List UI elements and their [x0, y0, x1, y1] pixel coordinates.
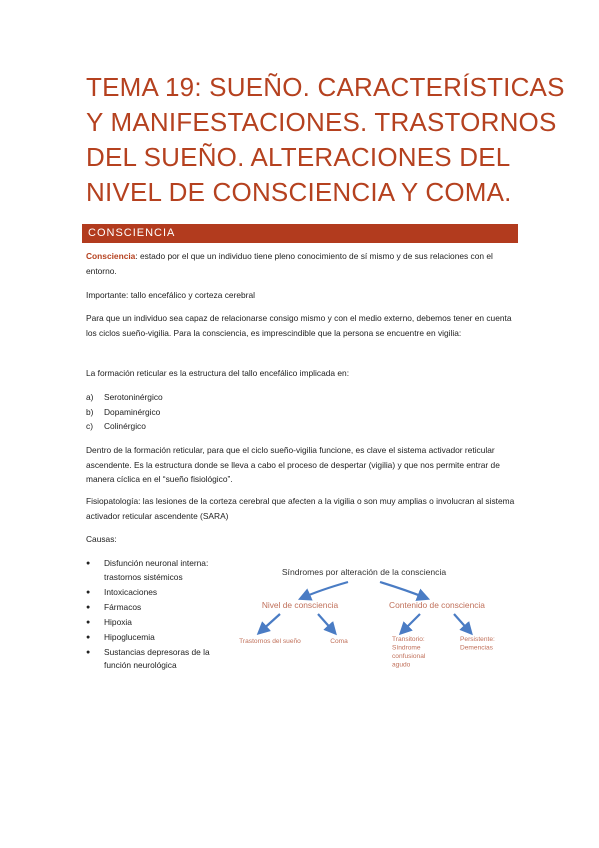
list-item	[86, 646, 226, 673]
title-line: NIVEL DE CONSCIENCIA Y COMA.	[86, 177, 512, 207]
definition-term: Consciencia	[86, 251, 136, 261]
document-title	[86, 70, 565, 210]
list-text: Disfunción neuronal interna: trastornos sistémicos	[104, 558, 209, 582]
list-item	[86, 631, 226, 645]
list-text: Dopaminérgico	[104, 406, 161, 417]
list-text: Hipoglucemia	[104, 631, 155, 642]
arrow-right-2	[454, 614, 470, 632]
diagram-root: Síndromes por alteración de la consciencia	[281, 567, 447, 577]
arrow-left-2	[318, 614, 334, 632]
list-text: Colinérgico	[104, 421, 146, 431]
list-item	[86, 557, 226, 584]
consciousness-diagram	[230, 562, 520, 692]
title-line: Y MANIFESTACIONES. TRASTORNOS	[86, 107, 557, 137]
list-text: Sustancias depresoras de la función neurológica	[104, 646, 210, 670]
diagram-right-node: Contenido de consciencia	[389, 600, 485, 610]
list-item	[86, 616, 226, 630]
formacion-paragraph: La formación reticular es la estructura del tallo encefálico implicada en:	[86, 368, 350, 378]
causas-label: Causas:	[86, 534, 117, 544]
bullet-icon: ●	[86, 618, 91, 626]
para-que-paragraph: Para que un individuo sea capaz de relacionarse consigo mismo y con el medio externo, debemos tener en cuenta los ciclos sueño-vigilia. Para la consciencia, es imprescindible que la persona se encuentre en vigilia:	[86, 313, 512, 338]
definition-text: : estado por el que un individuo tiene pleno conocimiento de sí mismo y de sus relaciones con el entorno.	[86, 251, 493, 276]
list-text: Intoxicaciones	[104, 586, 158, 597]
arrow-right-1	[402, 614, 420, 632]
list-item	[86, 601, 226, 615]
diagram-leaf: Persistente: Demencias	[460, 636, 495, 652]
title-line: DEL SUEÑO. ALTERACIONES DEL	[86, 142, 511, 172]
fisiopatologia-paragraph: Fisiopatología: las lesiones de la corteza cerebral que afecten a la vigilia o son muy amplias o involucran al sistema activador reticular ascendente (SARA)	[86, 496, 515, 521]
list-item	[86, 390, 163, 405]
arrow-left-1	[260, 614, 280, 632]
diagram-leaf: Transitorio: Síndrome confusional agudo	[392, 636, 426, 669]
bullet-icon: ●	[86, 560, 91, 567]
bullet-icon: ●	[86, 633, 91, 641]
list-item	[86, 419, 163, 434]
list-text: Serotoninérgico	[104, 392, 163, 402]
bullet-icon: ●	[86, 603, 91, 611]
section-heading-bar	[82, 224, 518, 243]
section-heading: CONSCIENCIA	[88, 227, 176, 239]
diagram-leaf: Coma	[330, 638, 348, 645]
bullet-icon: ●	[86, 588, 91, 596]
list-text: Fármacos	[104, 601, 142, 612]
diagram-left-node: Nivel de consciencia	[261, 600, 339, 610]
importante-paragraph: Importante: tallo encefálico y corteza cerebral	[86, 290, 255, 300]
title-line: TEMA 19: SUEÑO. CARACTERÍSTICAS	[86, 72, 565, 102]
arrow-root-right	[380, 582, 426, 598]
diagram-leaf: Trastornos del sueño	[239, 638, 301, 645]
causes-list	[86, 557, 226, 674]
bullet-icon: ●	[86, 648, 91, 656]
letter-list	[86, 390, 163, 434]
list-letter: b)	[86, 406, 94, 417]
arrow-root-left	[302, 582, 348, 598]
list-letter: a)	[86, 392, 94, 402]
list-letter: c)	[86, 421, 93, 431]
list-text: Hipoxia	[104, 616, 132, 627]
list-item	[86, 586, 226, 600]
list-item	[86, 405, 163, 420]
definition-paragraph	[86, 249, 516, 278]
dentro-paragraph: Dentro de la formación reticular, para que el ciclo sueño-vigilia funcione, es clave el sistema activador reticular ascendente. Es la estructura donde se lleva a cabo el proceso de despertar (vigilia) y que nos permite entrar de manera cíclica en el “sueño fisiológico”.	[86, 445, 500, 484]
